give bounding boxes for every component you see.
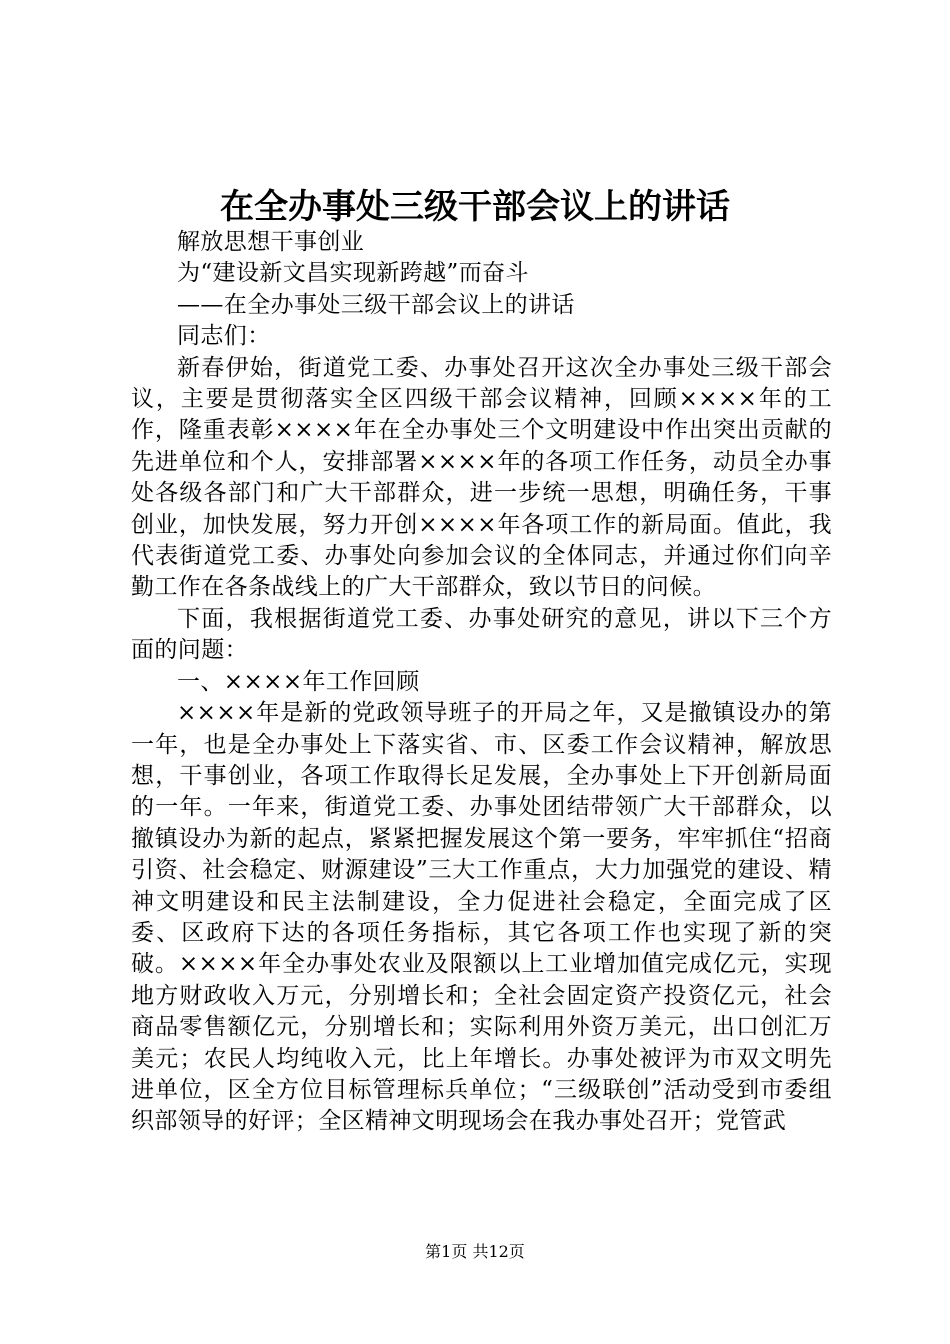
- subtitle-line-3: ——在全办事处三级干部会议上的讲话: [177, 291, 575, 318]
- salutation: 同志们：: [177, 323, 271, 350]
- section-heading: 一、××××年工作回顾: [177, 668, 420, 695]
- page-number: 第1页 共12页: [425, 1242, 525, 1261]
- body-paragraph: ××××年是新的党政领导班子的开局之年，又是撤镇设办的第一年，也是全办事处上下落实省、市、区委工作会议精神，解放思想，干事创业，各项工作取得长足发展，全办事处上下开创新局面的一年。一年来，街道党工委、办事处团结带领广大干部群众，以撤镇设办为新的起点，紧紧把握发展这个第一要务，牢牢抓住“招商引资、社会稳定、财源建设”三大工作重点，大力加强党的建设、精神文明建设和民主法制建设，全力促进社会稳定，全面完成了区委、区政府下达的各项任务指标，其它各项工作也实现了新的突破。××××年全办事处农业及限额以上工业增加值完成亿元，实现地方财政收入万元，分别增长和；全社会固定资产投资亿元，社会商品零售额亿元，分别增长和；实际利用外资万美元，出口创汇万美元；农民人均纯收入元，比上年增长。办事处被评为市双文明先进单位，区全方位目标管理标兵单位；“三级联创”活动受到市委组织部领导的好评；全区精神文明现场会在我办事处召开；党管武: [131, 700, 832, 1135]
- body-paragraph: 下面，我根据街道党工委、办事处研究的意见，讲以下三个方面的问题：: [131, 605, 832, 664]
- body-paragraph: 新春伊始，街道党工委、办事处召开这次全办事处三级干部会议，主要是贯彻落实全区四级干部会议精神，回顾××××年的工作，隆重表彰××××年在全办事处三个文明建设中作出突出贡献的先进单位和个人，安排部署××××年的各项工作任务，动员全办事处各级各部门和广大干部群众，进一步统一思想，明确任务，干事创业，加快发展，努力开创××××年各项工作的新局面。值此，我代表街道党工委、办事处向参加会议的全体同志，并通过你们向辛勤工作在各条战线上的广大干部群众，致以节日的问候。: [131, 354, 832, 601]
- subtitle-line-1: 解放思想干事创业: [177, 229, 365, 255]
- document-body: [131, 227, 832, 1138]
- subtitle-line-2: 为“建设新文昌实现新跨越”而奋斗: [177, 260, 529, 287]
- document-title: 在全办事处三级干部会议上的讲话: [220, 187, 730, 227]
